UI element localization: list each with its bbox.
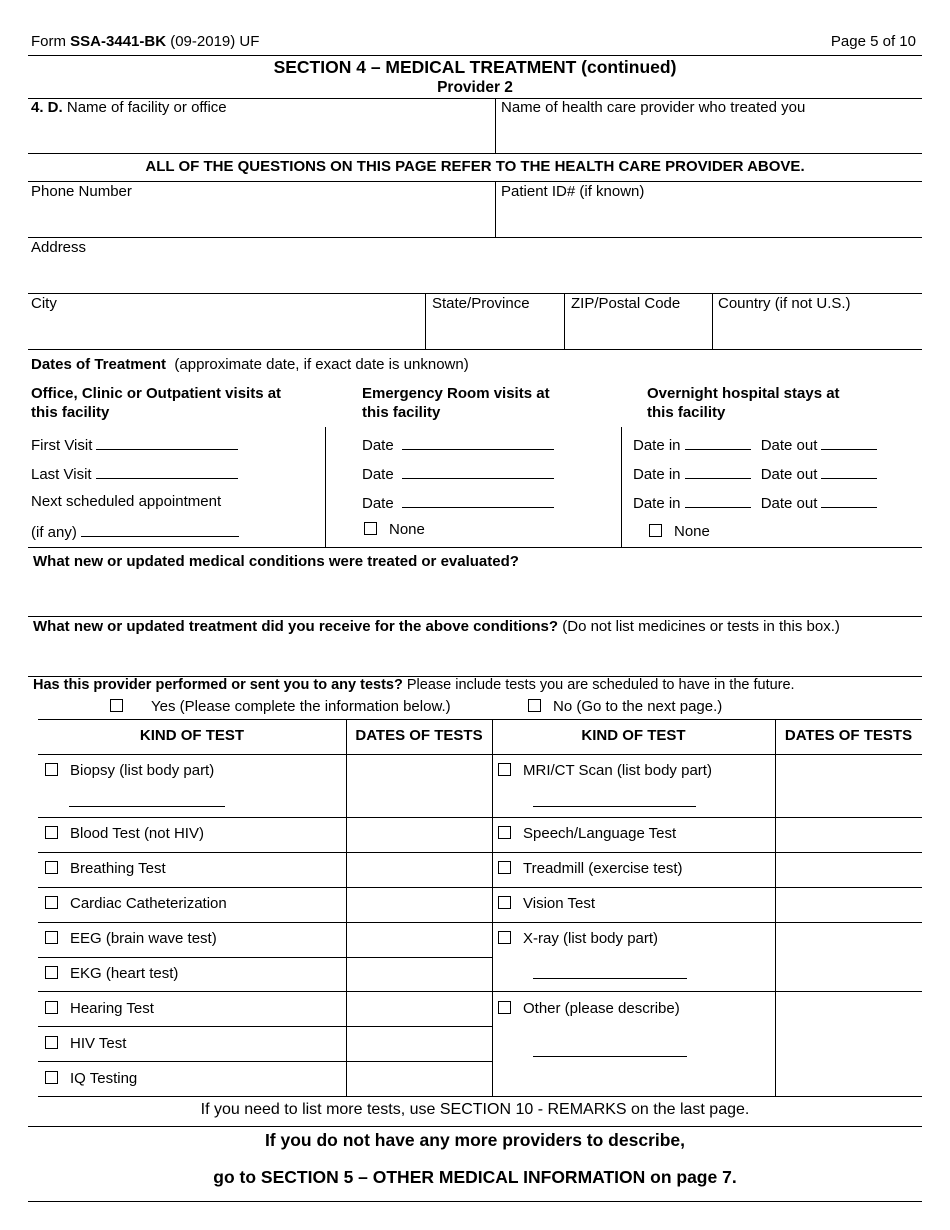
test-checkbox[interactable] (498, 826, 511, 839)
divider (425, 293, 426, 350)
divider (492, 991, 922, 992)
test-row-hiv: HIV Test (45, 1035, 126, 1052)
divider (38, 852, 492, 853)
er-date-row: Date (362, 464, 554, 483)
divider (28, 237, 922, 238)
tests-no-option: No (Go to the next page.) (528, 698, 722, 715)
date-in-field[interactable] (685, 435, 751, 450)
divider (38, 957, 492, 958)
address-field[interactable] (31, 260, 916, 290)
er-date-field[interactable] (402, 464, 554, 479)
test-checkbox[interactable] (498, 931, 511, 944)
test-row-blood: Blood Test (not HIV) (45, 825, 204, 842)
provider-name-label: Name of health care provider who treated you (501, 99, 806, 116)
other-description-field[interactable] (533, 1042, 687, 1057)
facility-name-field[interactable] (31, 120, 486, 150)
divider (38, 754, 922, 755)
er-none-row: None (364, 521, 425, 538)
divider (346, 719, 347, 1096)
divider (28, 181, 922, 182)
divider (492, 817, 922, 818)
er-date-row: Date (362, 435, 554, 454)
divider (492, 887, 922, 888)
page-number: Page 5 of 10 (830, 33, 916, 50)
divider (28, 349, 922, 350)
tests-yes-checkbox[interactable] (110, 699, 123, 712)
divider (28, 547, 922, 548)
test-checkbox[interactable] (498, 763, 511, 776)
section-title: SECTION 4 – MEDICAL TREATMENT (continued) (273, 57, 677, 77)
divider (38, 1096, 922, 1097)
er-none-checkbox[interactable] (364, 522, 377, 535)
tests-question: Has this provider performed or sent you to any tests? Please include tests you are scheduled to have in the future. (33, 677, 795, 693)
dates-of-tests-header: DATES OF TESTS (355, 727, 483, 744)
office-visits-heading: Office, Clinic or Outpatient visits at this facility (31, 385, 282, 421)
divider (38, 1061, 492, 1062)
patient-id-label: Patient ID# (if known) (501, 183, 645, 200)
kind-of-test-header: KIND OF TEST (139, 727, 245, 744)
zip-label: ZIP/Postal Code (571, 295, 681, 312)
test-checkbox[interactable] (45, 896, 58, 909)
test-checkbox[interactable] (45, 861, 58, 874)
next-appointment-label: Next scheduled appointment (31, 493, 222, 510)
test-checkbox[interactable] (45, 1036, 58, 1049)
next-section-instruction: go to SECTION 5 – OTHER MEDICAL INFORMATION on page 7. (213, 1167, 737, 1187)
state-label: State/Province (432, 295, 530, 312)
phone-label: Phone Number (31, 183, 132, 200)
zip-field[interactable] (571, 316, 706, 346)
date-out-field[interactable] (821, 493, 877, 508)
test-row-mri: MRI/CT Scan (list body part) (498, 762, 712, 779)
er-date-field[interactable] (402, 435, 554, 450)
divider (492, 719, 493, 1096)
mri-body-part-field[interactable] (533, 792, 696, 807)
divider (564, 293, 565, 350)
er-date-field[interactable] (402, 493, 554, 508)
date-out-field[interactable] (821, 464, 877, 479)
divider (38, 817, 492, 818)
test-row-hearing: Hearing Test (45, 1000, 154, 1017)
divider (621, 427, 622, 547)
test-checkbox[interactable] (45, 826, 58, 839)
provider-notice: ALL OF THE QUESTIONS ON THIS PAGE REFER TO THE HEALTH CARE PROVIDER ABOVE. (145, 158, 805, 175)
xray-body-part-field[interactable] (533, 964, 687, 979)
test-row-xray: X-ray (list body part) (498, 930, 658, 947)
divider (28, 1126, 922, 1127)
country-label: Country (if not U.S.) (718, 295, 851, 312)
date-out-field[interactable] (821, 435, 877, 450)
divider (28, 153, 922, 154)
test-row-biopsy: Biopsy (list body part) (45, 762, 214, 779)
conditions-field[interactable] (33, 575, 918, 611)
state-field[interactable] (432, 316, 557, 346)
test-row-other: Other (please describe) (498, 1000, 680, 1017)
form-identifier: Form SSA-3441-BK (09-2019) UF (31, 33, 260, 50)
test-row-iq: IQ Testing (45, 1070, 137, 1087)
divider (325, 427, 326, 547)
hospital-stays-heading: Overnight hospital stays at this facility (647, 385, 840, 421)
hospital-none-checkbox[interactable] (649, 524, 662, 537)
treatment-question: What new or updated treatment did you receive for the above conditions? (Do not list medicines or tests in this box.) (33, 618, 840, 635)
biopsy-body-part-field[interactable] (69, 792, 225, 807)
provider-name-field[interactable] (501, 120, 916, 150)
last-visit-field[interactable] (96, 464, 238, 479)
test-row-treadmill: Treadmill (exercise test) (498, 860, 682, 877)
test-checkbox[interactable] (45, 1001, 58, 1014)
city-field[interactable] (31, 316, 416, 346)
hospital-stay-row: Date in Date out (633, 493, 877, 512)
test-row-ekg: EKG (heart test) (45, 965, 178, 982)
test-checkbox[interactable] (498, 896, 511, 909)
divider (38, 1026, 492, 1027)
hospital-none-row: None (649, 523, 710, 540)
test-checkbox[interactable] (45, 1071, 58, 1084)
city-label: City (31, 295, 57, 312)
test-row-eeg: EEG (brain wave test) (45, 930, 217, 947)
last-visit-row: Last Visit (31, 464, 238, 483)
divider (495, 98, 496, 154)
er-date-row: Date (362, 493, 554, 512)
test-checkbox[interactable] (45, 931, 58, 944)
country-field[interactable] (718, 316, 916, 346)
more-tests-note: If you need to list more tests, use SECTION 10 - REMARKS on the last page. (200, 1101, 750, 1118)
dates-of-treatment-title: Dates of Treatment (approximate date, if exact date is unknown) (31, 356, 469, 373)
date-in-field[interactable] (685, 493, 751, 508)
divider (28, 616, 922, 617)
next-section-instruction: If you do not have any more providers to describe, (264, 1130, 686, 1150)
divider (38, 922, 492, 923)
provider-heading: Provider 2 (437, 79, 513, 96)
divider (492, 852, 922, 853)
next-appointment-row: (if any) (31, 522, 239, 541)
test-row-breathing: Breathing Test (45, 860, 166, 877)
treatment-field[interactable] (33, 640, 918, 672)
tests-no-checkbox[interactable] (528, 699, 541, 712)
conditions-question: What new or updated medical conditions were treated or evaluated? (33, 553, 519, 570)
patient-id-field[interactable] (501, 204, 916, 234)
divider (775, 719, 776, 1096)
divider (28, 1201, 922, 1202)
test-row-speech: Speech/Language Test (498, 825, 676, 842)
facility-name-label: 4. D. Name of facility or office (31, 99, 227, 116)
divider (38, 991, 492, 992)
test-row-cardiac: Cardiac Catheterization (45, 895, 227, 912)
next-appointment-field[interactable] (81, 522, 239, 537)
first-visit-row: First Visit (31, 435, 238, 454)
divider (492, 922, 922, 923)
divider (28, 55, 922, 56)
first-visit-field[interactable] (96, 435, 238, 450)
hospital-stay-row: Date in Date out (633, 464, 877, 483)
er-visits-heading: Emergency Room visits at this facility (362, 385, 550, 421)
test-checkbox[interactable] (45, 763, 58, 776)
divider (38, 719, 922, 720)
tests-yes-option: Yes (Please complete the information below.) (110, 698, 451, 715)
dates-of-tests-header: DATES OF TESTS (784, 727, 913, 744)
date-in-field[interactable] (685, 464, 751, 479)
test-checkbox[interactable] (498, 1001, 511, 1014)
divider (712, 293, 713, 350)
phone-field[interactable] (31, 204, 486, 234)
kind-of-test-header: KIND OF TEST (581, 727, 686, 744)
test-row-vision: Vision Test (498, 895, 595, 912)
address-label: Address (31, 239, 87, 256)
divider (495, 181, 496, 238)
divider (38, 887, 492, 888)
test-checkbox[interactable] (498, 861, 511, 874)
hospital-stay-row: Date in Date out (633, 435, 877, 454)
test-checkbox[interactable] (45, 966, 58, 979)
divider (28, 293, 922, 294)
